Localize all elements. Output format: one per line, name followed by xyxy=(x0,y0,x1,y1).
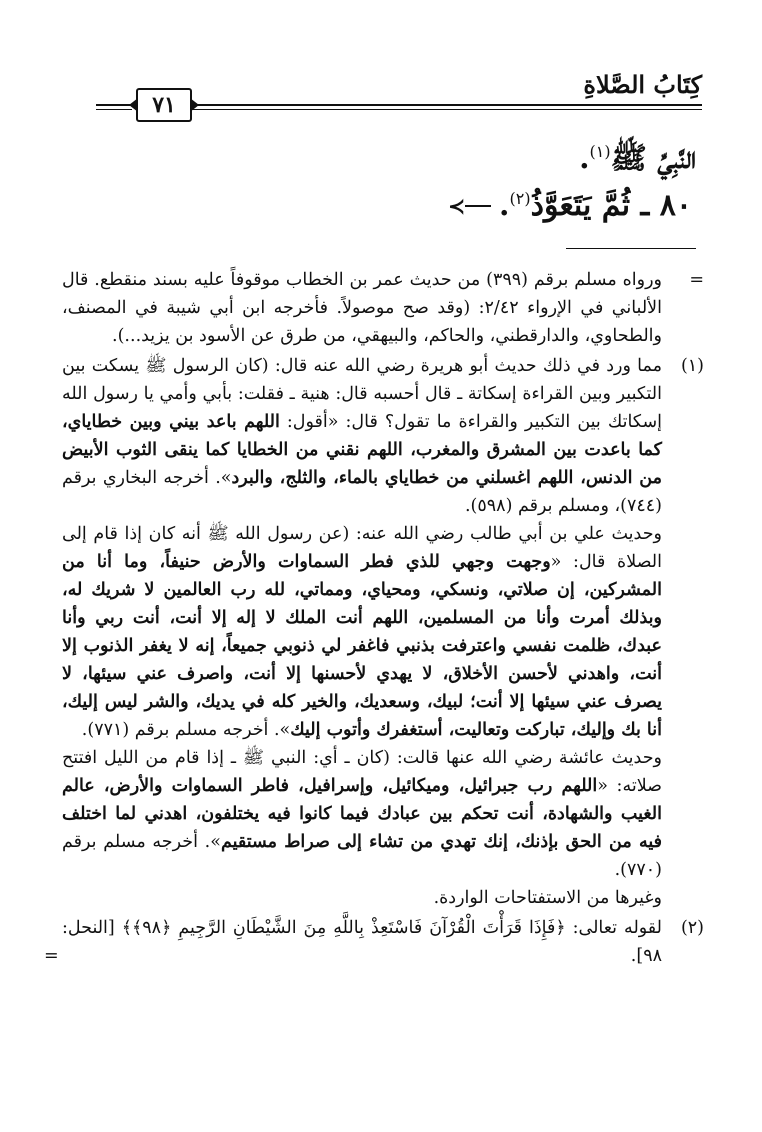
footnote-paragraph: وغيرها من الاستفتاحات الواردة. xyxy=(433,888,662,908)
header-rule xyxy=(96,109,132,110)
footnote-separator xyxy=(566,248,696,249)
running-title: كِتَابُ الصَّلاةِ xyxy=(583,70,702,99)
footnote-paragraph: وحديث علي بن أبي طالب رضي الله عنه: (عن رسول الله ﷺ أنه كان إذا قام إلى الصلاة قال: «وجهت وجهي للذي فطر السماوات والأرض حنيفاً، وما أنا من المشركين، إن صلاتي، ونسكي، ومحياي، ومماتي، لله رب العالمين لا شريك له، وبذلك أمرت وأنا من المسلمين، اللهم أنت الملك لا إله إلا أنت، أنت ربي وأنا عبدك، ظلمت نفسي واعترفت بذنبي فاغفر لي ذنوبي جميعاً، إنه لا يغفر الذنوب إلا أنت، واهدني لأحسن الأخلاق، لا يهدي لأحسنها إلا أنت، واصرف عني سيئها، لا يصرف عني سيئها إلا أنت؛ لبيك، وسعديك، والخير كله في يديك، والشر ليس إليك، أنا بك وإليك، تباركت وتعاليت، أستغفرك وأتوب إليك». أخرجه مسلم برقم (٧٧١). xyxy=(62,524,663,740)
footnote-2 xyxy=(44,914,704,970)
page-number: ٧١ xyxy=(152,92,176,118)
header-rule xyxy=(188,104,702,106)
main-text-line-2 xyxy=(447,188,692,223)
footnote-paragraph: وحديث عائشة رضي الله عنها قالت: (كان ـ أي: النبي ﷺ ـ إذا قام من الليل افتتح صلاته: «اللهم رب جبرائيل، وميكائيل، وإسرافيل، فاطر السماوات والأرض، عالم الغيب والشهادة، أنت تحكم بين عبادك فيما كانوا فيه يختلفون، اهدني لما اختلف فيه من الحق بإذنك، إنك تهدي من تشاء إلى صراط مستقيم». أخرجه مسلم برقم (٧٧٠). xyxy=(62,748,662,880)
footnote-ref-2: (٢) xyxy=(509,189,531,208)
page-header xyxy=(96,68,702,124)
footnote-number: (١) xyxy=(680,356,704,376)
footnote-continuation xyxy=(62,266,704,350)
footnote-text: ورواه مسلم برقم (٣٩٩) من حديث عمر بن الخطاب موقوفاً عليه بسند منقطع. قال الألباني في الإرواء ٢/٤٢: (وقد صح موصولاً. فأخرجه ابن أبي شيبة في المصنف، والطحاوي، والدارقطني، والحاكم، والبيهقي، من طرق عن الأسود بن يزيد...). xyxy=(62,270,662,346)
footnotes xyxy=(0,266,762,970)
header-rule xyxy=(96,104,132,106)
continuation-mark: = xyxy=(44,946,59,966)
footnote-text: لقوله تعالى: ﴿فَإِذَا قَرَأْتَ الْقُرْآنَ فَاسْتَعِذْ بِاللَّهِ مِنَ الشَّيْطَانِ الرَّجِيمِ ﴿٩٨﴾﴾ [النحل: ٩٨]. xyxy=(62,918,662,966)
continuation-mark: = xyxy=(689,270,704,290)
footnote-1 xyxy=(62,352,704,912)
main-text: ٨٠ ـ ثُمَّ يَتَعَوَّذُ$^{(٢)}$. xyxy=(499,188,692,223)
main-text-line-1: النَّبِيِّ ﷺ$^{(١)}$. xyxy=(579,141,696,176)
footnote-ref-1: (١) xyxy=(589,142,611,161)
main-text: النَّبِيِّ ﷺ xyxy=(610,141,696,176)
hadith-marker-icon: ≺ xyxy=(447,194,491,218)
footnote-paragraph: مما ورد في ذلك حديث أبو هريرة رضي الله عنه قال: (كان الرسول ﷺ يسكت بين التكبير وبين القراءة إسكاتة ـ قال أحسبه قال: هنية ـ فقلت: بأبي وأمي يا رسول الله إسكاتك بين التكبير والقراءة ما تقول؟ قال: «أقول: اللهم باعد بيني وبين خطاياي، كما باعدت بين المشرق والمغرب، اللهم نقني من الخطايا كما ينقى الثوب الأبيض من الدنس، اللهم اغسلني من خطاياي بالماء، والثلج، والبرد». أخرجه البخاري برقم (٧٤٤)، ومسلم برقم (٥٩٨). xyxy=(62,356,662,516)
page-number-box xyxy=(136,88,192,122)
footnote-number: (٢) xyxy=(680,918,704,938)
header-rule xyxy=(188,109,702,110)
